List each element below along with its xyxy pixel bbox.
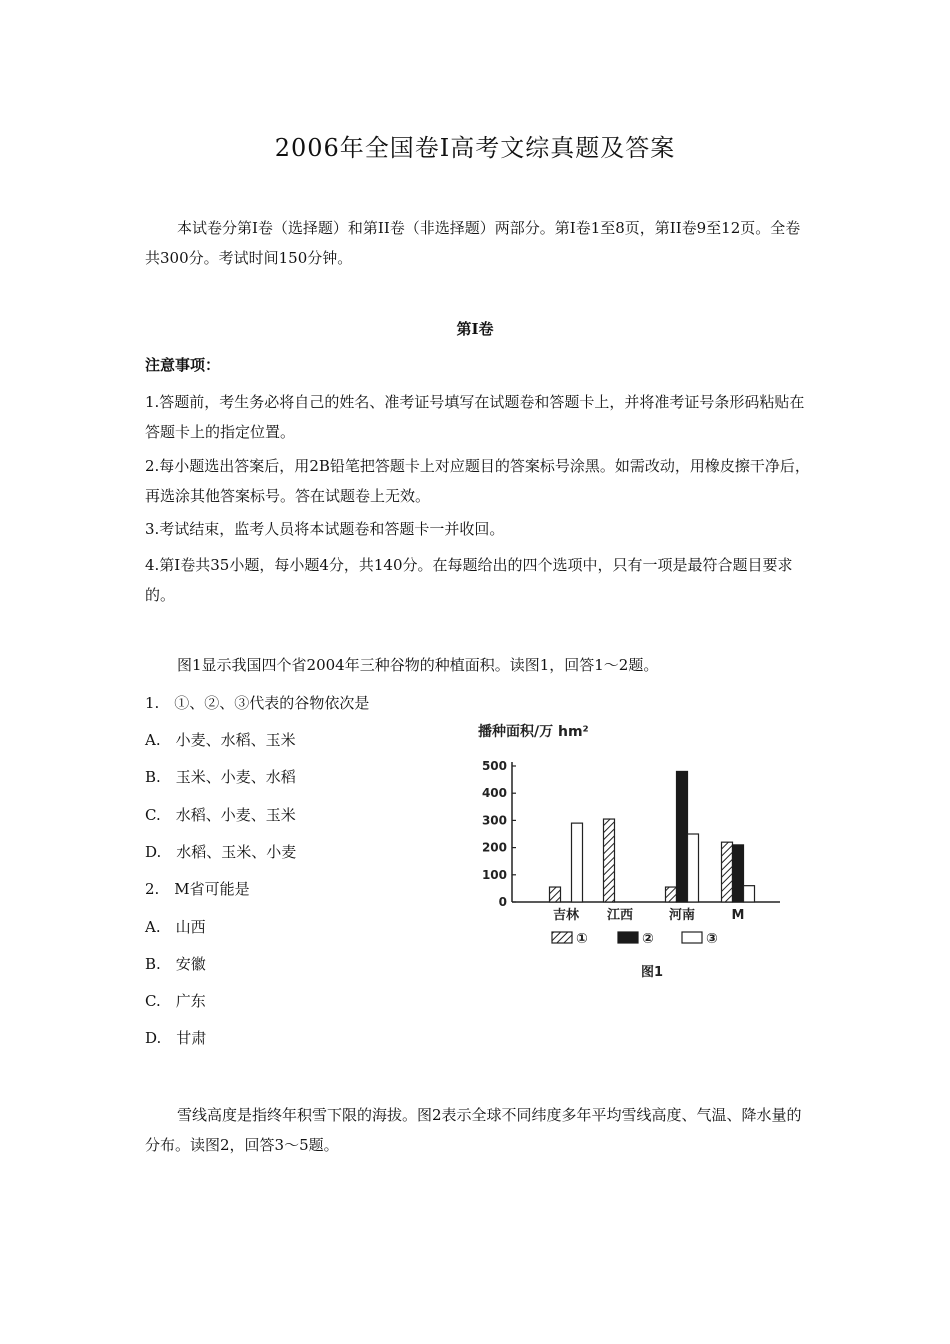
y-tick-label: 200 — [481, 840, 507, 855]
note-item: 1.答题前，考生务必将自己的姓名、准考证号填写在试题卷和答题卡上，并将准考证号条形码粘贴在答题卡上的指定位置。 — [145, 393, 805, 441]
question-stem: 1. ①、②、③代表的谷物依次是 — [145, 694, 370, 712]
question-option: D. 甘肃 — [145, 1029, 207, 1047]
question-option: A. 小麦、水稻、玉米 — [145, 731, 296, 749]
bar-②-河南 — [677, 771, 688, 902]
question-option: C. 广东 — [145, 992, 206, 1010]
bar-①-吉林 — [550, 887, 561, 902]
x-tick-label: 江西 — [606, 908, 634, 923]
fig2-intro: 雪线高度是指终年积雪下限的海拔。图2表示全球不同纬度多年平均雪线高度、气温、降水量的分布。读图2，回答3～5题。 — [145, 1106, 802, 1154]
y-axis-label: 播种面积/万 hm² — [478, 724, 589, 740]
bar-①-M — [722, 842, 733, 902]
legend-swatch — [618, 932, 638, 943]
legend-label: ① — [576, 931, 588, 947]
notes-heading: 注意事项： — [145, 356, 221, 374]
note-item: 3.考试结束，监考人员将本试题卷和答题卡一并收回。 — [145, 520, 505, 538]
bar-①-江西 — [604, 819, 615, 902]
question-option: C. 水稻、小麦、玉米 — [145, 806, 296, 824]
x-tick-label: 吉林 — [552, 908, 580, 923]
bar-②-M — [733, 845, 744, 902]
chart-caption: 图1 — [640, 965, 664, 980]
question-stem: 2. M省可能是 — [145, 880, 250, 898]
y-tick-label: 300 — [481, 813, 507, 828]
question-option: D. 水稻、玉米、小麦 — [145, 843, 297, 861]
x-tick-label: 河南 — [668, 908, 696, 923]
y-tick-label: 100 — [481, 867, 507, 882]
legend-swatch — [552, 932, 572, 943]
x-tick-label: M — [731, 908, 745, 923]
note-item: 4.第I卷共35小题，每小题4分，共140分。在每题给出的四个选项中，只有一项是最符合题目要求的。 — [145, 556, 793, 604]
bar-③-河南 — [688, 834, 699, 902]
question-option: A. 山西 — [145, 918, 206, 936]
legend-swatch — [682, 932, 702, 943]
question-option: B. 玉米、小麦、水稻 — [145, 768, 296, 786]
fig1-intro: 图1显示我国四个省2004年三种谷物的种植面积。读图1，回答1～2题。 — [177, 656, 659, 674]
intro-paragraph: 本试卷分第I卷（选择题）和第II卷（非选择题）两部分。第I卷1至8页，第II卷9至12页。全卷共300分。考试时间150分钟。 — [145, 219, 801, 267]
y-tick-label: 500 — [481, 759, 507, 773]
section-title: 第I卷 — [456, 320, 494, 338]
document-title: 2006年全国卷Ⅰ高考文综真题及答案 — [274, 134, 676, 162]
y-tick-label: 400 — [481, 786, 507, 801]
note-item: 2.每小题选出答案后，用2B铅笔把答题卡上对应题目的答案标号涂黑。如需改动，用橡皮擦干净后，再选涂其他答案标号。答在试题卷上无效。 — [145, 457, 810, 505]
question-option: B. 安徽 — [145, 955, 206, 973]
legend-label: ② — [642, 931, 654, 947]
bar-③-吉林 — [572, 823, 583, 902]
bar-①-河南 — [666, 887, 677, 902]
y-tick-label: 0 — [498, 895, 507, 909]
legend-label: ③ — [706, 931, 718, 947]
fig1-bar-chart — [470, 718, 810, 988]
bar-③-M — [744, 886, 755, 902]
